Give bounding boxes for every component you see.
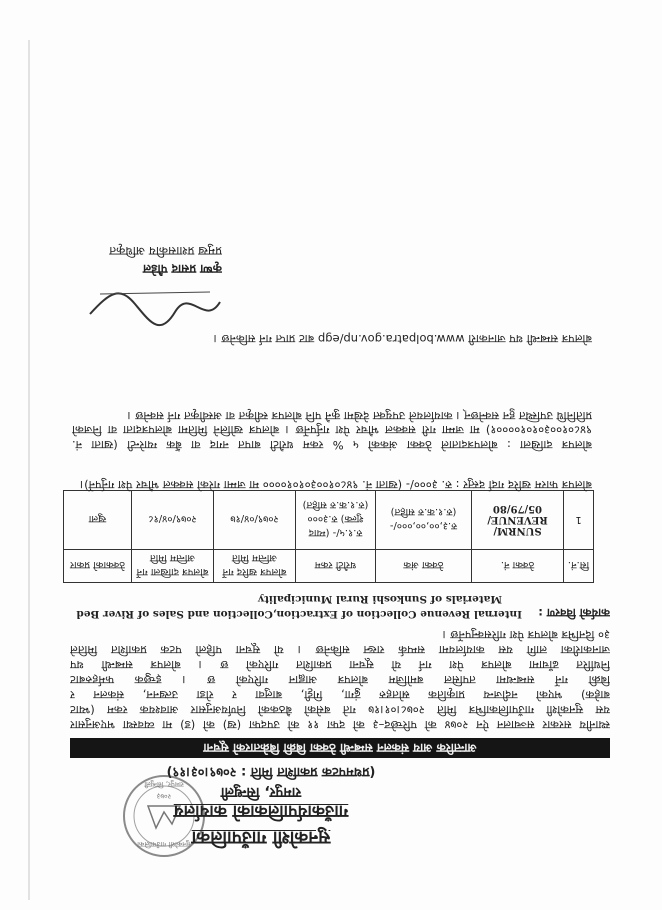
cell-sn: 1 — [564, 491, 594, 550]
intro-line: निर्धारित ढाँचामा बोलपत्र पेश गर्न यो सूचना प्रकाशित गरिएको छ । बोलपत्र सम्बन्धी थप — [70, 658, 610, 672]
work-description-en-2: Materials of Sunkoshi Rural Municipality — [257, 593, 502, 605]
bullet-item: बोलपत्र सम्बन्धी थप जानकारी www.bolpatra.gov.np/egp बाट प्राप्त गर्न सकिनेछ । — [213, 332, 592, 346]
cell-deposit: रु.१.५/- (म्याद शुल्क) रु.३००० (रु.१.क.रु सहित) — [296, 491, 376, 550]
intro-line: ३० दिनभित्र बोलपत्र पेश गरिसक्नुपर्नेछ । — [442, 628, 610, 642]
published-date: (प्रथमपटक प्रकाशित मिति : २०७९।०३।१९) — [166, 764, 376, 779]
table-header-row — [64, 550, 594, 583]
intro-line: स्थानीय सरकार सञ्चालन ऐन २०७४ को परिच्छेद–३ को दफा ११ को उपदफा (ख) को (ड) मा व्यवस्था भएअनुसार — [70, 718, 610, 732]
office-name: गाउँकार्यपालिकाको कार्यालय — [173, 801, 349, 821]
seal-year: २०७३ — [156, 792, 172, 800]
intro-line: यस सुनकोशी गाउँपालिकाभित्र मिति २०७८।०१।१७ गते बसेको बैठकको निर्णयअनुसार आवश्यक रकम (भ्याट — [70, 703, 610, 717]
bullet-item: बोलपत्र दाखिला : बोलपत्रदाताले ठेक्का अंकको ५ % रकम धरौटी बापत नगद वा बैंक ग्यारेन्टी (खाता नं. ९४८०१००३०१०१००००१) मा जम्मा गरी सक्कल भौचर पेश गर्नुपर्नेछ । बोलपत्र खोलिने मितिमा बोलपत्रदाता वा निजको प्रतिनिधि उपस्थित हुन सक्नेछन् । कार्यालयले उपयुक्त देखेमा कुनै पनि बोलपत्र स्वीकृत वा अस्वीकृत गर्न सक्नेछ । — [72, 409, 592, 452]
bullet-item: बोलपत्र फारम खरिद गर्दा दस्तुर : रु. ३०००/- (खाता नं. ९४८०१००३०१०१०००० मा जम्मा गरेको सक्कल भौचर पेश गर्नुपर्ने)। — [79, 478, 592, 492]
notice-banner: आन्तरिक आय संकलन सम्बन्धी ठेक्का बिक्री बिक्रेतारको सूचना — [70, 738, 610, 758]
cell-purchase-deadline: २०७९/०४/१७ — [214, 491, 296, 550]
header-deposit: धरौटी रकम — [296, 550, 376, 583]
table-row — [64, 491, 594, 550]
cell-type: खुला — [64, 491, 132, 550]
work-description-en: Internal Revenue Collection of Extraction,Collection and Sales of River Bed — [76, 608, 522, 620]
cell-submission-deadline: २०७९/०४/१८ — [132, 491, 214, 550]
seal-text-bottom: रामपुर, सिन्धुली — [144, 780, 184, 788]
header-sn: सि.नं. — [564, 550, 594, 583]
work-label: कार्यको विवरण : — [538, 606, 610, 620]
header-type: ठेक्काको प्रकार — [64, 550, 132, 583]
cell-contract-no: SUNRM/ REVENUE/ 05/79/80 — [472, 491, 564, 550]
seal-text-top: सुनकोशी गाउँपालिका — [137, 840, 191, 848]
cell-amount: रु.३,००,००,०००/- (रु.१.क.रु सहित) — [376, 491, 472, 550]
header-purchase-deadline: बोलपत्र खरिद गर्ने अन्तिम मिति — [214, 550, 296, 583]
signature — [80, 282, 230, 332]
signatory-name: कृष्ण प्रसाद पौडेल — [142, 262, 222, 276]
header-contract-no: ठेक्का नं. — [472, 550, 564, 583]
office-address: रामपुर, सिन्धुली — [220, 784, 302, 800]
header-amount: ठेक्का अंक — [376, 550, 472, 583]
intro-line: बिक्री गर्ने सम्बन्धमा तपसिल बमोजिम बोलपत्र आह्वान गरिएको छ । इच्छुक फर्महरुबाट — [70, 673, 610, 687]
tender-table — [63, 490, 594, 583]
intro-line: जानकारीका लागि यस कार्यालयमा सम्पर्क राख्न सकिनेछ । यो सूचना पहिलो पटक प्रकाशित मितिले — [70, 643, 610, 657]
municipality-name: सुनकोशी गाउँपालिका — [191, 827, 331, 848]
intro-line: बाहेक) भएको नदीजन्य प्राकृतिक स्रोतहरु ढुंगा, गिट्टी, बालुवा र रोडा उत्खनन, संकलन र — [70, 688, 610, 702]
header-submission-deadline: बोलपत्र दाखिला गर्ने अन्तिम मिति — [132, 550, 214, 583]
signatory-title: प्रमुख प्रशासकीय अधिकृत — [109, 244, 222, 258]
